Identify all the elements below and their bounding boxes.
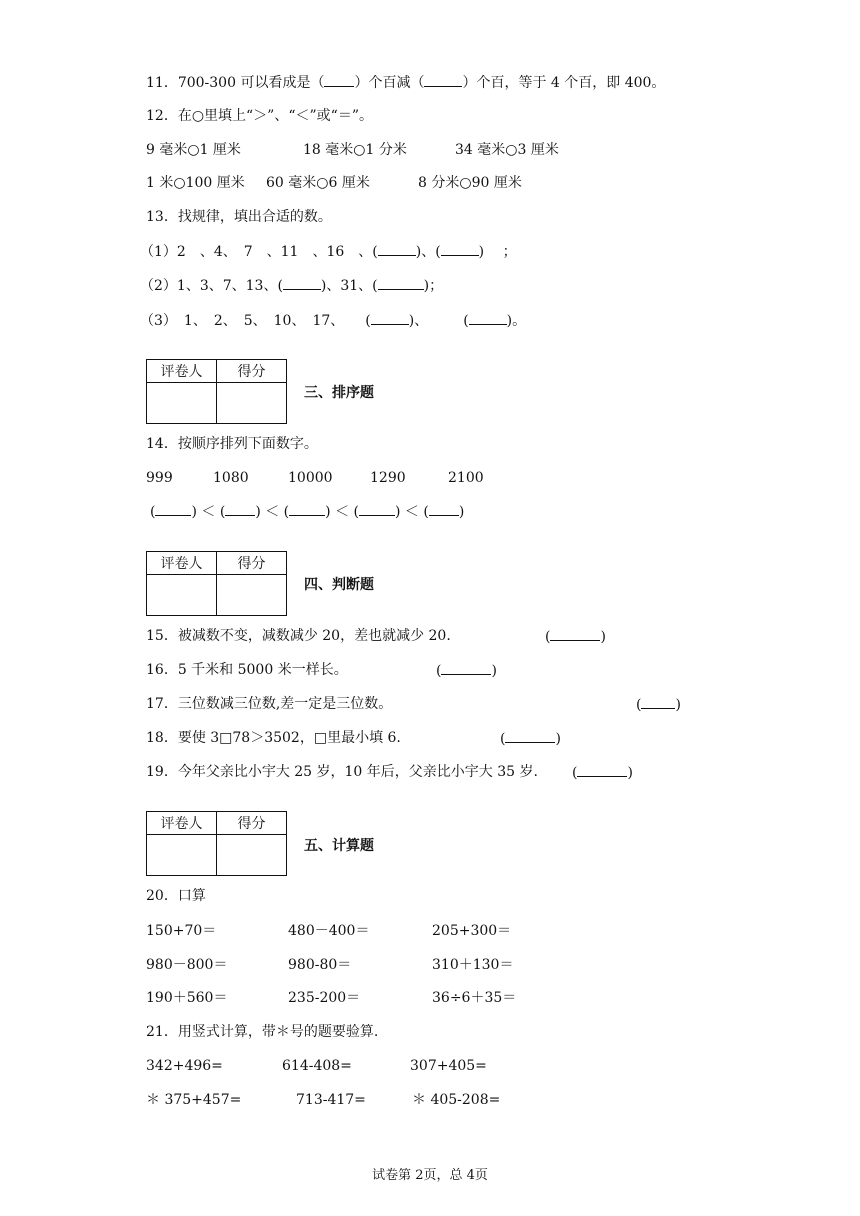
q13-l1-blank-2 [441,241,479,256]
q14-blank-5 [429,501,459,516]
oral-item: 310＋130＝ [432,957,514,973]
q14-blank-1 [155,501,191,516]
q11-text-a: 11．700-300 可以看成是（ [146,75,325,91]
q13-l3-text-a: （3） 1、 2、 5、 10、 17、 ( [140,313,371,329]
q13-l1-text-b: )、( [415,244,441,260]
q12-item-2: 18 毫米○1 分米 [303,142,407,158]
score-table-3 [146,359,287,424]
q13-l1-blank-1 [378,241,416,256]
q14-ordering-line: ( ) ＜ ( ) ＜ ( ) ＜ ( ) ＜ ( ) [150,501,464,522]
question-17: 17．三位数减三位数,差一定是三位数。 [146,696,393,712]
q11-blank-1 [324,72,354,87]
vertical-item: 614-408= [282,1058,352,1074]
score-table-score-label: 得分 [217,812,287,835]
score-table-score-cell [217,575,287,616]
q14-number-2: 1080 [213,470,249,486]
score-table-grader-cell [147,835,217,876]
q18-blank [505,728,555,743]
question-12-title: 12．在○里填上“＞”、“＜”或“＝”。 [146,108,373,124]
score-table-grader-cell [147,575,217,616]
q17-answer: ( ) [636,694,681,715]
q13-l2-text-b: )、31、( [320,278,378,294]
section-5-title: 五、计算题 [304,838,374,854]
q13-l1-text-c: ) ； [478,244,517,260]
vertical-item: 342+496= [146,1058,223,1074]
q14-blank-3 [289,501,325,516]
score-table-grader-label: 评卷人 [147,360,217,383]
score-table-grader-cell [147,383,217,424]
q13-l3-blank-1 [371,310,409,325]
vertical-item: ＊ 375+457= [146,1092,242,1108]
q15-answer: ( ) [545,626,606,647]
section-4-title: 四、判断题 [304,577,374,593]
question-16: 16．5 千米和 5000 米一样长。 [146,662,348,678]
q14-blank-2 [225,501,255,516]
q12-item-1: 9 毫米○1 厘米 [146,142,241,158]
score-table-5 [146,811,287,876]
score-table-grader-label: 评卷人 [147,812,217,835]
question-13-title: 13．找规律，填出合适的数。 [146,209,332,225]
question-21-title: 21．用竖式计算，带＊号的题要验算. [146,1024,379,1040]
q14-number-1: 999 [146,470,173,486]
q15-blank [550,626,600,641]
score-table-score-label: 得分 [217,360,287,383]
lt-sign: ＜ [335,504,350,520]
q13-l2-blank-1 [283,275,321,290]
oral-item: 480－400＝ [288,923,370,939]
q13-l2-text-c: )； [423,278,444,294]
q13-line-2 [140,275,443,296]
q13-l1-text-a: （1）2 、4、 7 、11 、16 、( [140,244,378,260]
q19-answer: ( ) [572,762,633,783]
score-table-4 [146,551,287,616]
q16-answer: ( ) [436,660,497,681]
lt-sign: ＜ [201,504,216,520]
q12-item-3: 34 毫米○3 厘米 [455,142,559,158]
page-footer: 试卷第 2页，总 4页 [372,1168,488,1183]
q11-blank-2 [424,72,462,87]
lt-sign: ＜ [265,504,280,520]
question-20-title: 20．口算 [146,888,206,904]
oral-item: 190＋560＝ [146,990,228,1006]
q14-number-4: 1290 [370,470,406,486]
q12-item-6: 8 分米○90 厘米 [418,175,522,191]
q11-text-c: ）个百，等于 4 个百，即 400。 [462,75,666,91]
question-19: 19．今年父亲比小宇大 25 岁，10 年后，父亲比小宇大 35 岁. [146,764,538,780]
q18-answer: ( ) [500,728,561,749]
q19-blank [577,762,627,777]
score-table-score-cell [217,835,287,876]
q13-l3-blank-2 [469,310,507,325]
q13-line-1 [140,241,517,262]
q13-l3-text-c: )。 [506,313,527,329]
q13-l3-text-b: )、 ( [408,313,469,329]
q13-l2-text-a: （2）1、3、7、13、( [140,278,283,294]
score-table-score-cell [217,383,287,424]
oral-item: 150+70＝ [146,923,217,939]
q16-blank [441,660,491,675]
oral-item: 980-80＝ [288,957,352,973]
score-table-score-label: 得分 [217,552,287,575]
q14-number-3: 10000 [288,470,333,486]
vertical-item: 307+405= [410,1058,487,1074]
q17-blank [641,694,675,709]
oral-item: 235-200＝ [288,990,361,1006]
question-11 [146,72,665,93]
q13-l2-blank-2 [378,275,424,290]
oral-item: 205+300＝ [432,923,512,939]
oral-item: 980－800＝ [146,957,228,973]
oral-item: 36÷6＋35＝ [432,990,517,1006]
q13-line-3 [140,310,526,331]
q14-number-5: 2100 [448,470,484,486]
q11-text-b: ）个百减（ [354,75,425,91]
section-3-title: 三、排序题 [304,385,374,401]
vertical-item: ＊ 405-208= [412,1092,501,1108]
lt-sign: ＜ [404,504,419,520]
question-18: 18．要使 3□78＞3502，□里最小填 6. [146,730,401,746]
vertical-item: 713-417= [296,1092,366,1108]
q14-blank-4 [359,501,395,516]
question-15: 15．被减数不变，减数减少 20，差也就减少 20. [146,628,451,644]
score-table-grader-label: 评卷人 [147,552,217,575]
q12-item-4: 1 米○100 厘米 [146,175,245,191]
question-14-title: 14．按顺序排列下面数字。 [146,436,318,452]
q12-item-5: 60 毫米○6 厘米 [266,175,370,191]
